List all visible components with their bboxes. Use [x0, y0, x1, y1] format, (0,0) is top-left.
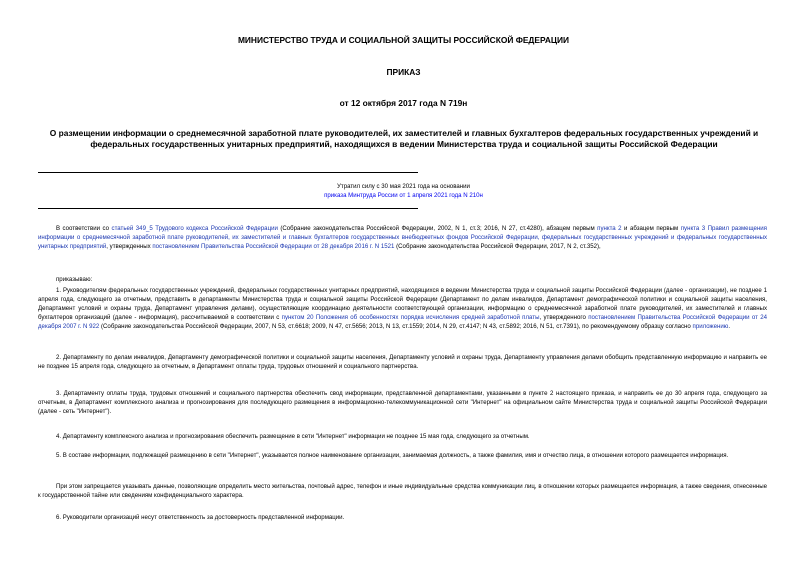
preamble-text: и абзацем первым — [621, 225, 681, 232]
paragraph-4: 4. Департаменту комплексного анализа и прогнозирования обеспечить размещение в сети "Интернет" информации не позднее 15 мая года, следующего за отчетным. — [56, 433, 530, 440]
paragraph-5-note: При этом запрещается указывать данные, позволяющие определить место жительства, почтовый адрес, телефон и иные индивидуальные средства коммуникации лиц, в отношении которых размещается информация, а также сведения, отнесенные к государственной тайне или сведениям конфиденциального характера. — [38, 483, 767, 500]
order-word: приказываю: — [56, 276, 93, 283]
regulation-point-20-link[interactable]: пунктом 20 Положения об особенностях порядка исчисления средней заработной платы — [281, 314, 540, 322]
document-title: О размещении информации о среднемесячной заработной плате руководителей, их заместителей и главных бухгалтеров федеральных государственных учреждений и федеральных государственных унитарных предприятий, находящихся в ведении Министерства труда и социальной защиты Российской Федерации — [49, 128, 759, 149]
resolution-1521-link[interactable]: постановлением Правительства Российской Федерации от 28 декабря 2016 г. N 1521 — [152, 243, 395, 251]
rules-point-3-link[interactable]: пункта 3 Правил размещения информации о среднемесячной заработной плате руководителей, их заместителей и главных бухгалтеров государственных внебюджетных фондов Российской Федерации, федеральных государственных учреждений и федеральных государственных унитарных предприятий — [38, 225, 767, 251]
paragraph-1 — [38, 286, 767, 331]
paragraph-3: 3. Департаменту оплаты труда, трудовых отношений и социального партнерства обеспечить свод информации, представленной департаментами, указанными в пункте 2 настоящего приказа, и направить ее до 30 апреля года, следующего за отчетным, в Департамент комплексного анализа и прогнозирования для последующего размещения в информационно-телекоммуникационной сети "Интернет" на официальном сайте Министерства труда и социальной защиты Российской Федерации (далее - сеть "Интернет"). — [38, 390, 767, 416]
divider-top — [38, 172, 418, 173]
paragraph-1-text: . — [728, 323, 731, 331]
doc-type-heading: ПРИКАЗ — [386, 67, 421, 77]
paragraph-6: 6. Руководители организаций несут ответственность за достоверность представленной информации. — [56, 514, 345, 521]
paragraph-1-text: , утвержденного — [539, 314, 589, 322]
preamble-text: (Собрание законодательства Российской Федерации, 2002, N 1, ст.3; 2016, N 27, ст.4280), абзацем первым — [277, 225, 598, 232]
paragraph-1-text: 1. Руководителям федеральных государственных учреждений, федеральных государственных унитарных предприятий, находящихся в ведении Министерства труда и социальной защиты Российской Федерации (далее - организации), не позднее 1 апреля года, следующего за отчетным, представить в департаменты Министерства труда и социальной защиты Российской Федерации (Департамент по делам инвалидов, Департамент демографической политики и социальной защиты населения, Департамент условий и охраны труда, Департамент управления делами), осуществляющие координацию деятельности соответствующей организации, информацию о среднемесячной заработной плате руководителей, их заместителей и главных бухгалтеров организаций (далее - информация), рассчитываемой в соответствии с — [38, 287, 767, 322]
resolution-922-link[interactable]: постановлением Правительства Российской Федерации от 24 декабря 2007 г. N 922 — [38, 314, 768, 331]
paragraph-5: 5. В составе информации, подлежащей размещению в сети "Интернет", указывается полное наименование организации, занимаемая должность, а также фамилия, имя и отчество лица, в отношении которого размещается информация. — [56, 452, 729, 459]
paragraph-2: 2. Департаменту по делам инвалидов, Департаменту демографической политики и социальной защиты населения, Департаменту условий и охраны труда, Департаменту управления делами обобщить представленную информацию и направить ее не позднее 15 апреля года, следующего за отчетным, в Департамент оплаты труда, трудовых отношений и социального партнерства. — [38, 354, 767, 371]
preamble-paragraph — [38, 224, 767, 251]
preamble-text: (Собрание законодательства Российской Федерации, 2017, N 2, ст.352), — [394, 243, 601, 251]
labor-code-link[interactable]: статьей 349_5 Трудового кодекса Российской Федерации — [111, 225, 278, 232]
point-2-link[interactable]: пункта 2 — [597, 225, 622, 232]
date-number-heading: от 12 октября 2017 года N 719н — [339, 98, 468, 108]
appendix-link[interactable]: приложению — [692, 323, 729, 331]
paragraph-1-text: (Собрание законодательства Российской Федерации, 2007, N 53, ст.6618; 2009, N 47, ст.5656; 2013, N 13, ст.1559; 2014, N 29, ст.4147; N 43, ст.5892; 2016, N 51, ст.7391), по рекомендуемому образцу согласно — [99, 323, 693, 331]
ministry-heading: МИНИСТЕРСТВО ТРУДА И СОЦИАЛЬНОЙ ЗАЩИТЫ РОССИЙСКОЙ ФЕДЕРАЦИИ — [237, 35, 570, 45]
repeal-order-link[interactable]: приказа Минтруда России от 1 апреля 2021 года N 210н — [324, 192, 483, 199]
divider-bottom — [38, 208, 418, 209]
status-note — [0, 182, 807, 200]
preamble-text: , утвержденных — [106, 243, 153, 251]
status-note-text: Утратил силу с 30 мая 2021 года на основании — [337, 183, 470, 190]
preamble-text: В соответствии со — [56, 225, 112, 232]
